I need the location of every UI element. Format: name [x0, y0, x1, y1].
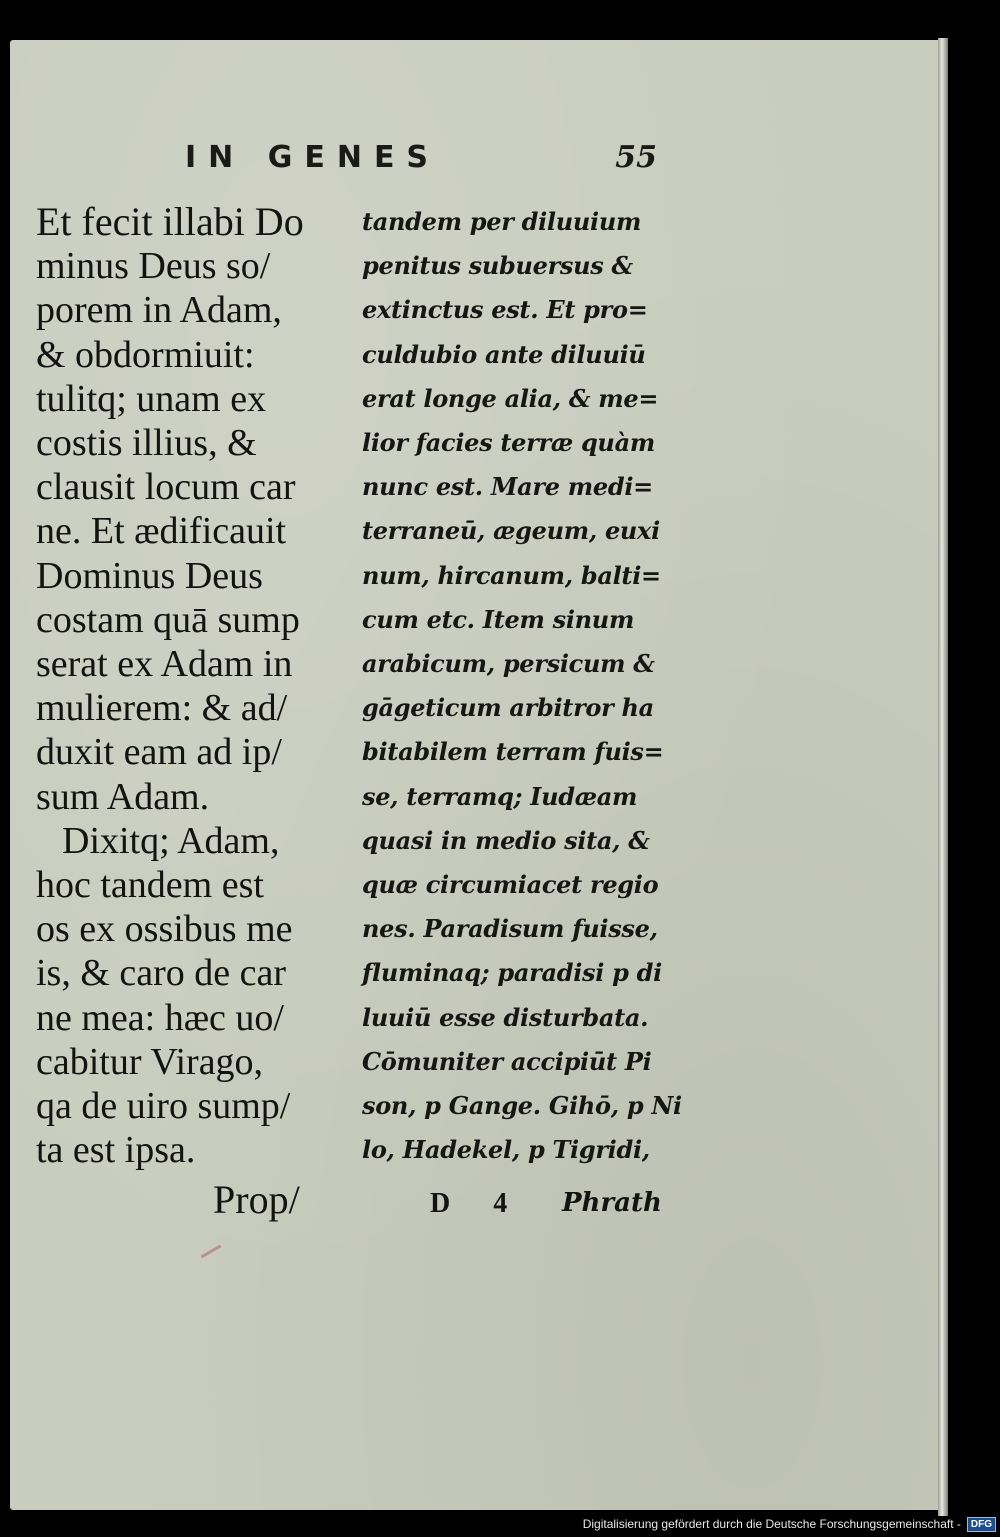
text-line: is, & caro de car [36, 952, 287, 995]
text-line: hoc tandem est [36, 864, 264, 907]
footer-credit: Digitalisierung gefördert durch die Deutsche Forschungsgemeinschaft - [582, 1517, 961, 1531]
text-line: ne mea: hæc uo/ [36, 996, 284, 1039]
text-line: ne. Et ædificauit [36, 510, 287, 553]
commentary-line: fluminaq; paradisi p di [362, 958, 662, 988]
commentary-line: nunc est. Mare medi= [362, 472, 653, 502]
text-line: costam quā sump [36, 598, 300, 641]
commentary-line: extinctus est. Et pro= [362, 295, 648, 325]
commentary-line: terraneū, ægeum, euxi [362, 516, 660, 546]
signature-mark: D 4 [430, 1188, 526, 1219]
page-edge [938, 38, 948, 1516]
running-head [185, 140, 665, 180]
commentary-line: tandem per diluuium [362, 207, 642, 236]
text-line: serat ex Adam in [36, 643, 293, 686]
text-line: porem in Adam, [36, 289, 282, 332]
right-column-commentary [362, 200, 682, 1172]
text-line: ta est ipsa. [36, 1129, 196, 1172]
commentary-line: luuiū esse disturbata. [362, 1002, 649, 1032]
left-column-text [36, 200, 336, 1172]
commentary-line: gāgeticum arbitror ha [362, 693, 654, 723]
commentary-line: num, hircanum, balti= [362, 560, 661, 590]
catchword-right: Phrath [562, 1188, 662, 1218]
commentary-line: quæ circumiacet regio [362, 870, 659, 900]
text-line: Et fecit illabi Do [36, 199, 304, 244]
commentary-line: bitabilem terram fuis= [362, 737, 664, 767]
commentary-line: son, p Gange. Gihō, p Ni [362, 1091, 682, 1121]
text-line: minus Deus so/ [36, 245, 271, 288]
commentary-line: lo, Hadekel, p Tigridi, [362, 1135, 650, 1165]
page-number: 55 [615, 140, 657, 175]
text-line: duxit eam ad ip/ [36, 731, 282, 774]
digitization-footer [583, 1513, 996, 1535]
text-line: & obdormiuit: [36, 333, 255, 376]
commentary-line: erat longe alia, & me= [362, 383, 659, 413]
commentary-line: se, terramq; Iudæam [362, 781, 638, 811]
text-line: qa de uiro sump/ [36, 1085, 291, 1128]
text-line: os ex ossibus me [36, 908, 293, 951]
text-line: Dominus Deus [36, 554, 263, 597]
commentary-line: cum etc. Item sinum [362, 604, 635, 634]
commentary-line: Cōmuniter accipiūt Pi [362, 1046, 652, 1076]
text-line: costis illius, & [36, 422, 257, 465]
commentary-line: nes. Paradisum fuisse, [362, 914, 658, 944]
commentary-line: lior facies terræ quàm [362, 428, 655, 458]
text-line: sum Adam. [36, 775, 210, 818]
dfg-logo: DFG [967, 1517, 996, 1532]
text-line: mulierem: & ad/ [36, 687, 288, 730]
text-line: tulitq; unam ex [36, 377, 267, 420]
text-line: Dixitq; Adam, [62, 819, 280, 862]
commentary-line: penitus subuersus & [362, 251, 633, 281]
commentary-line: culdubio ante diluuiū [362, 339, 646, 369]
text-line: clausit locum car [36, 466, 296, 509]
catchword-left: Prop/ [213, 1177, 300, 1222]
text-line: cabitur Virago, [36, 1040, 264, 1083]
commentary-line: quasi in medio sita, & [362, 825, 650, 855]
commentary-line: arabicum, persicum & [362, 649, 655, 679]
running-head-title: IN GENES [185, 140, 441, 175]
